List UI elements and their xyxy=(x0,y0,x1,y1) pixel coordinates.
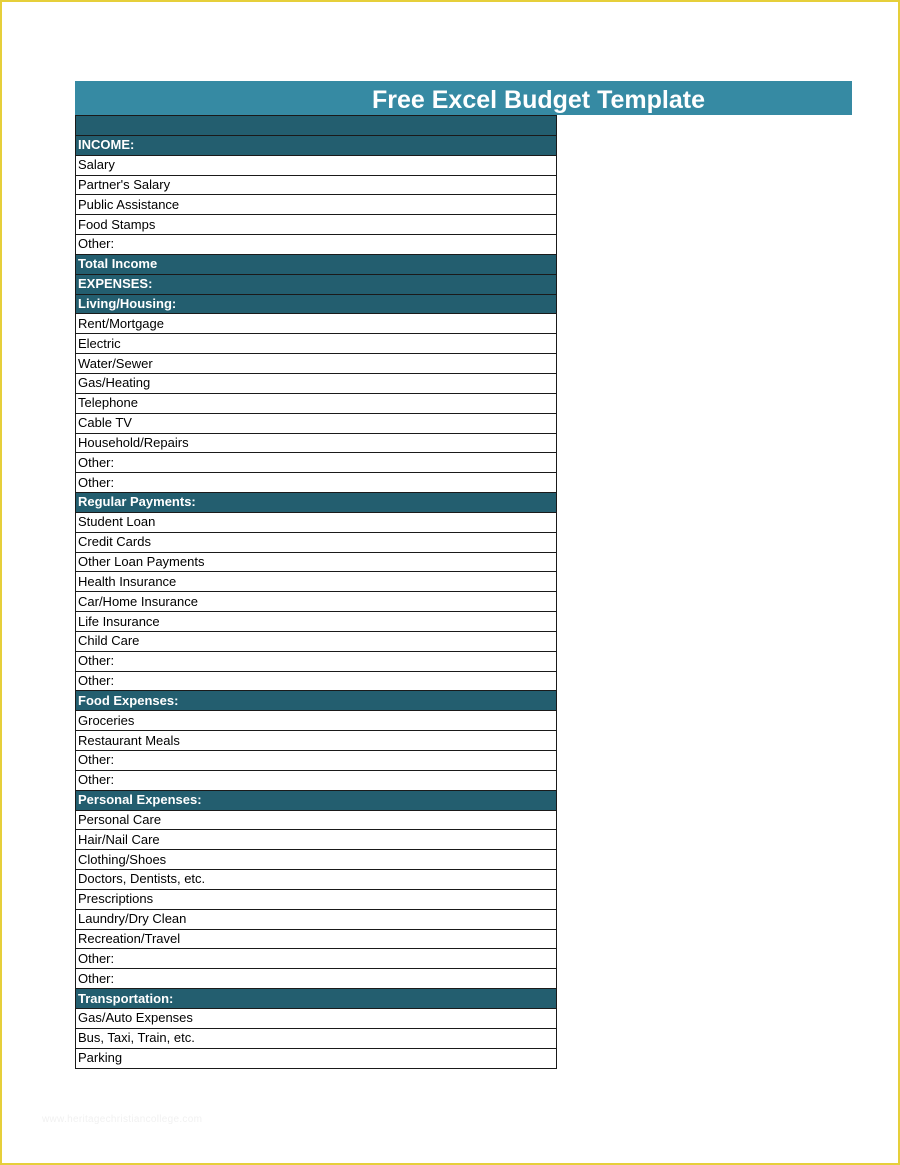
budget-item-row xyxy=(76,612,557,632)
budget-item-row xyxy=(76,830,557,850)
row-label-cell[interactable]: Household/Repairs xyxy=(76,433,557,453)
row-label-cell[interactable]: Electric xyxy=(76,334,557,354)
row-label-cell[interactable]: Child Care xyxy=(76,631,557,651)
budget-item-row xyxy=(76,1008,557,1028)
row-label-cell[interactable]: Other: xyxy=(76,770,557,790)
section-header-cell: Total Income xyxy=(76,254,557,274)
budget-table xyxy=(75,115,557,1069)
row-label-cell[interactable]: Groceries xyxy=(76,711,557,731)
title-banner xyxy=(75,81,852,115)
section-header-row xyxy=(76,274,557,294)
row-label-cell[interactable]: Other Loan Payments xyxy=(76,552,557,572)
row-label-cell[interactable]: Hair/Nail Care xyxy=(76,830,557,850)
budget-item-row xyxy=(76,909,557,929)
row-label-cell[interactable]: Restaurant Meals xyxy=(76,731,557,751)
budget-item-row xyxy=(76,552,557,572)
row-label-cell[interactable]: Other: xyxy=(76,969,557,989)
budget-item-row xyxy=(76,532,557,552)
section-header-row xyxy=(76,493,557,513)
row-label-cell[interactable]: Doctors, Dentists, etc. xyxy=(76,870,557,890)
row-label-cell xyxy=(76,116,557,136)
section-header-cell: Food Expenses: xyxy=(76,691,557,711)
section-header-cell: Living/Housing: xyxy=(76,294,557,314)
budget-item-row xyxy=(76,592,557,612)
row-label-cell[interactable]: Other: xyxy=(76,235,557,255)
row-label-cell[interactable]: Public Assistance xyxy=(76,195,557,215)
row-label-cell[interactable]: Clothing/Shoes xyxy=(76,850,557,870)
budget-item-row xyxy=(76,195,557,215)
budget-item-row xyxy=(76,751,557,771)
budget-item-row xyxy=(76,770,557,790)
row-label-cell[interactable]: Cable TV xyxy=(76,413,557,433)
budget-item-row xyxy=(76,314,557,334)
budget-item-row xyxy=(76,393,557,413)
row-label-cell[interactable]: Bus, Taxi, Train, etc. xyxy=(76,1028,557,1048)
section-header-cell: Regular Payments: xyxy=(76,493,557,513)
budget-item-row xyxy=(76,453,557,473)
row-label-cell[interactable]: Health Insurance xyxy=(76,572,557,592)
row-label-cell[interactable]: Food Stamps xyxy=(76,215,557,235)
row-label-cell[interactable]: Gas/Heating xyxy=(76,373,557,393)
row-label-cell[interactable]: Other: xyxy=(76,949,557,969)
budget-item-row xyxy=(76,473,557,493)
section-header-cell: INCOME: xyxy=(76,135,557,155)
row-label-cell[interactable]: Other: xyxy=(76,453,557,473)
blank-row xyxy=(76,116,557,136)
row-label-cell[interactable]: Personal Care xyxy=(76,810,557,830)
row-label-cell[interactable]: Recreation/Travel xyxy=(76,929,557,949)
budget-item-row xyxy=(76,889,557,909)
budget-item-row xyxy=(76,235,557,255)
budget-item-row xyxy=(76,631,557,651)
budget-item-row xyxy=(76,334,557,354)
budget-item-row xyxy=(76,512,557,532)
row-label-cell[interactable]: Other: xyxy=(76,651,557,671)
row-label-cell[interactable]: Laundry/Dry Clean xyxy=(76,909,557,929)
budget-item-row xyxy=(76,671,557,691)
budget-item-row xyxy=(76,354,557,374)
section-header-cell: Transportation: xyxy=(76,989,557,1009)
row-label-cell[interactable]: Car/Home Insurance xyxy=(76,592,557,612)
row-label-cell[interactable]: Other: xyxy=(76,473,557,493)
budget-item-row xyxy=(76,1028,557,1048)
section-header-row xyxy=(76,691,557,711)
budget-item-row xyxy=(76,373,557,393)
budget-item-row xyxy=(76,969,557,989)
section-header-cell: EXPENSES: xyxy=(76,274,557,294)
budget-item-row xyxy=(76,572,557,592)
row-label-cell[interactable]: Student Loan xyxy=(76,512,557,532)
row-label-cell[interactable]: Gas/Auto Expenses xyxy=(76,1008,557,1028)
row-label-cell[interactable]: Credit Cards xyxy=(76,532,557,552)
section-header-row xyxy=(76,989,557,1009)
section-header-cell: Personal Expenses: xyxy=(76,790,557,810)
row-label-cell[interactable]: Salary xyxy=(76,155,557,175)
row-label-cell[interactable]: Other: xyxy=(76,751,557,771)
budget-item-row xyxy=(76,850,557,870)
budget-table-body xyxy=(76,116,557,1069)
budget-item-row xyxy=(76,731,557,751)
row-label-cell[interactable]: Parking xyxy=(76,1048,557,1068)
row-label-cell[interactable]: Prescriptions xyxy=(76,889,557,909)
budget-item-row xyxy=(76,1048,557,1068)
budget-item-row xyxy=(76,155,557,175)
watermark: www.heritagechristiancollege.com xyxy=(42,1114,203,1125)
budget-item-row xyxy=(76,175,557,195)
budget-item-row xyxy=(76,433,557,453)
section-header-row xyxy=(76,254,557,274)
budget-item-row xyxy=(76,413,557,433)
section-header-row xyxy=(76,135,557,155)
section-header-row xyxy=(76,294,557,314)
row-label-cell[interactable]: Water/Sewer xyxy=(76,354,557,374)
row-label-cell[interactable]: Partner's Salary xyxy=(76,175,557,195)
budget-item-row xyxy=(76,949,557,969)
row-label-cell[interactable]: Life Insurance xyxy=(76,612,557,632)
budget-item-row xyxy=(76,651,557,671)
budget-item-row xyxy=(76,810,557,830)
budget-item-row xyxy=(76,215,557,235)
section-header-row xyxy=(76,790,557,810)
budget-item-row xyxy=(76,870,557,890)
page-title: Free Excel Budget Template xyxy=(372,86,705,114)
budget-item-row xyxy=(76,711,557,731)
row-label-cell[interactable]: Other: xyxy=(76,671,557,691)
row-label-cell[interactable]: Telephone xyxy=(76,393,557,413)
row-label-cell[interactable]: Rent/Mortgage xyxy=(76,314,557,334)
budget-item-row xyxy=(76,929,557,949)
